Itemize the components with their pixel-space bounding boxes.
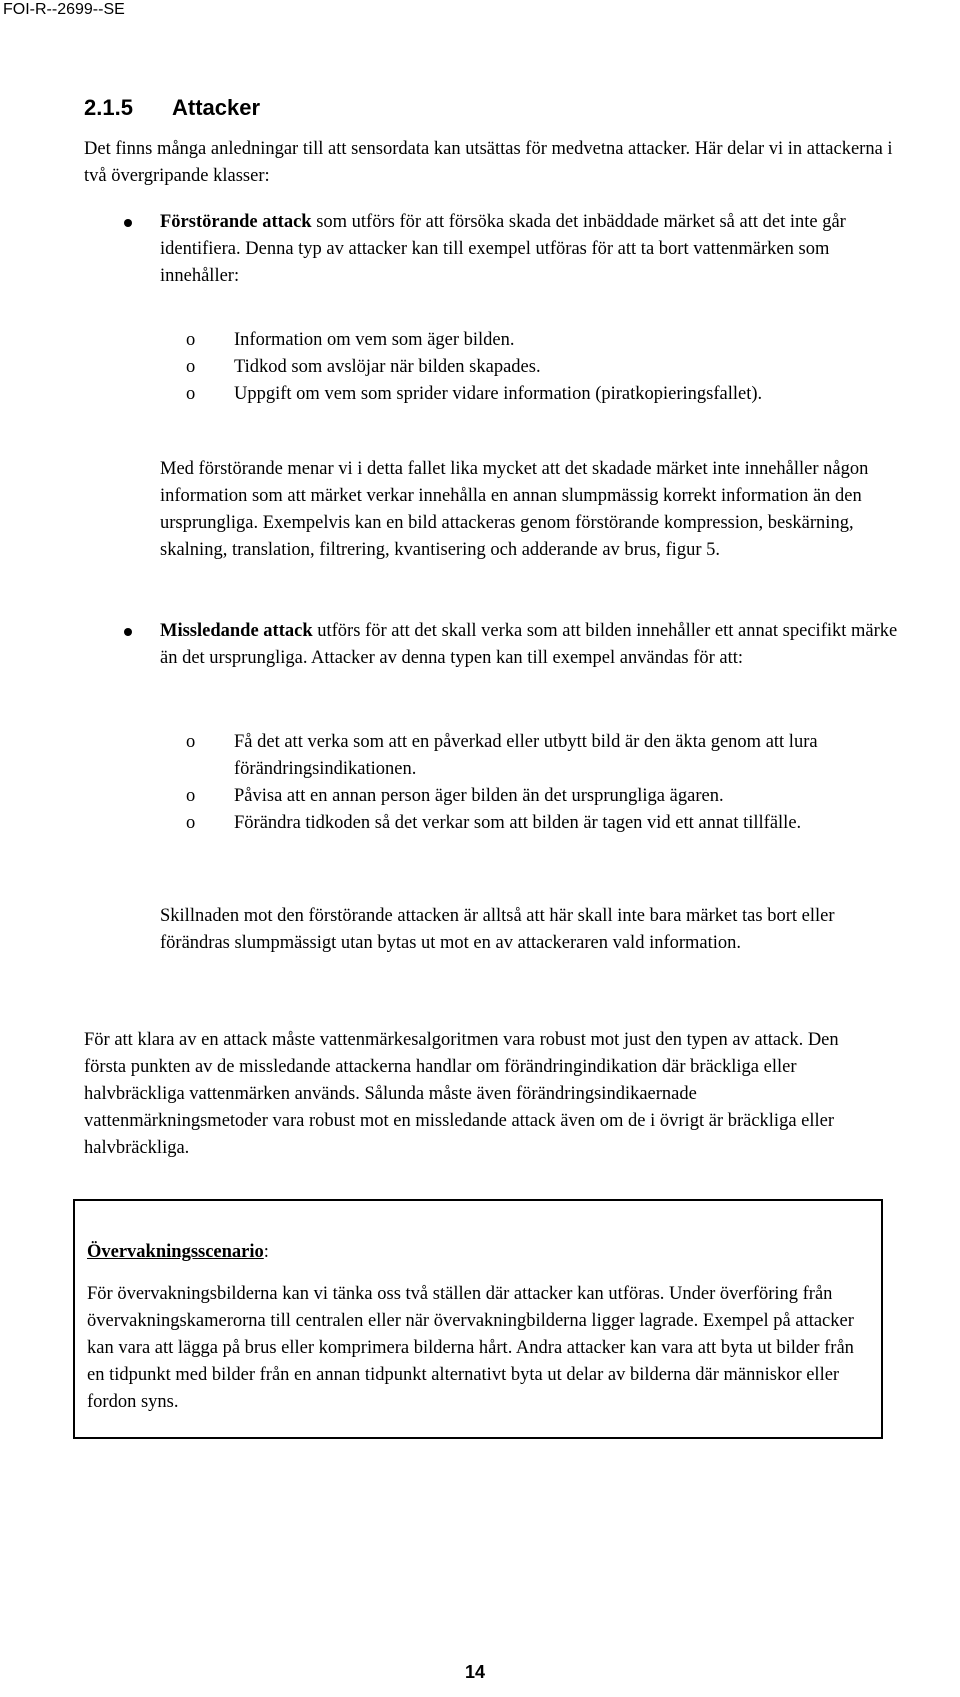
- list-item-text: Information om vem som äger bilden.: [234, 330, 515, 350]
- list-item: [186, 327, 886, 354]
- section-title: Attacker: [172, 95, 261, 120]
- circle-bullet-icon: o: [186, 330, 196, 350]
- box-title-suffix: :: [263, 1242, 269, 1262]
- surveillance-scenario-box: [73, 1199, 883, 1439]
- box-title-text: Övervakningsscenario: [87, 1242, 264, 1262]
- box-title: [87, 1239, 269, 1266]
- box-body: För övervakningsbilderna kan vi tänka oss två ställen där attacker kan utföras. Under överföring från övervakningskamerorna till centralen eller när övervakningbilderna ligger lagrade. Exempel på attacker kan vara att lägga på brus eller komprimera bilderna hårt. Andra attacker kan vara att byta ut bilder från en tidpunkt med bilder från en annan tidpunkt alternativt byta ut delar av bilderna där människor eller fordon syns.: [87, 1284, 854, 1412]
- bullet-destructive-attack: [160, 209, 900, 290]
- list-item: [186, 810, 886, 837]
- destructive-explanation: Med förstörande menar vi i detta fallet lika mycket att det skadade märket inte innehåller någon information som att märket verkar innehålla en annan slumpmässig korrekt information än den ursprungliga. Exempelvis kan en bild attackeras genom förstörande kompression, beskärning, skalning, translation, filtrering, kvantisering och adderande av brus, figur 5.: [160, 459, 869, 560]
- list-item-text: Få det att verka som att en påverkad eller utbytt bild är den äkta genom att lura förändringsindikationen.: [234, 732, 818, 779]
- list-item-text: Uppgift om vem som sprider vidare information (piratkopieringsfallet).: [234, 384, 763, 404]
- section-number: 2.1.5: [84, 95, 133, 120]
- closing-paragraph: För att klara av en attack måste vattenmärkesalgoritmen vara robust mot just den typen av attack. Den första punkten av de missledande attackerna handlar om förändringindikation där bräckliga eller halvbräckliga vattenmärken används. Sålunda måste även förändringsindikaernade vattenmärkningsmetoder vara robust mot en missledande attack även om de i övrigt är bräckliga eller halvbräckliga.: [84, 1030, 839, 1158]
- page-number: 14: [465, 1662, 486, 1682]
- bullet-misleading-attack: [160, 618, 900, 672]
- list-item-text: Påvisa att en annan person äger bilden än det ursprungliga ägaren.: [234, 786, 724, 806]
- misleading-examples-list: [186, 729, 886, 837]
- section-heading: [84, 94, 260, 122]
- bullet-text: [160, 209, 900, 290]
- list-item: [186, 354, 886, 381]
- circle-bullet-icon: o: [186, 813, 196, 833]
- list-item-text: Förändra tidkoden så det verkar som att bilden är tagen vid ett annat tillfälle.: [234, 813, 802, 833]
- bullet-text: [160, 618, 900, 672]
- list-item: [186, 381, 886, 408]
- circle-bullet-icon: o: [186, 357, 196, 377]
- circle-bullet-icon: o: [186, 384, 196, 404]
- list-item-text: Tidkod som avslöjar när bilden skapades.: [234, 357, 541, 377]
- document-code: FOI-R--2699--SE: [3, 1, 125, 18]
- bullet-description: utförs för att det skall verka som att bilden innehåller ett annat specifikt märke än det ursprungliga. Attacker av denna typen kan till exempel användas för att:: [160, 621, 898, 668]
- term-destructive-attack: Förstörande attack: [160, 212, 312, 232]
- bullet-description: som utförs för att försöka skada det inbäddade märket så att det inte går identifiera. Denna typ av attacker kan till exempel utföras för att ta bort vattenmärken som innehåller:: [160, 212, 846, 286]
- intro-paragraph: Det finns många anledningar till att sensordata kan utsättas för medvetna attacker. Här delar vi in attackerna i två övergripande klasser:: [84, 139, 893, 186]
- bullet-icon: [124, 219, 132, 227]
- term-misleading-attack: Missledande attack: [160, 621, 313, 641]
- destructive-examples-list: [186, 327, 886, 408]
- misleading-explanation: Skillnaden mot den förstörande attacken är alltså att här skall inte bara märket tas bort eller förändras slumpmässigt utan bytas ut mot en av attackeraren vald information.: [160, 906, 835, 953]
- circle-bullet-icon: o: [186, 786, 196, 806]
- circle-bullet-icon: o: [186, 732, 196, 752]
- list-item: [186, 783, 886, 810]
- list-item: [186, 729, 886, 783]
- bullet-icon: [124, 628, 132, 636]
